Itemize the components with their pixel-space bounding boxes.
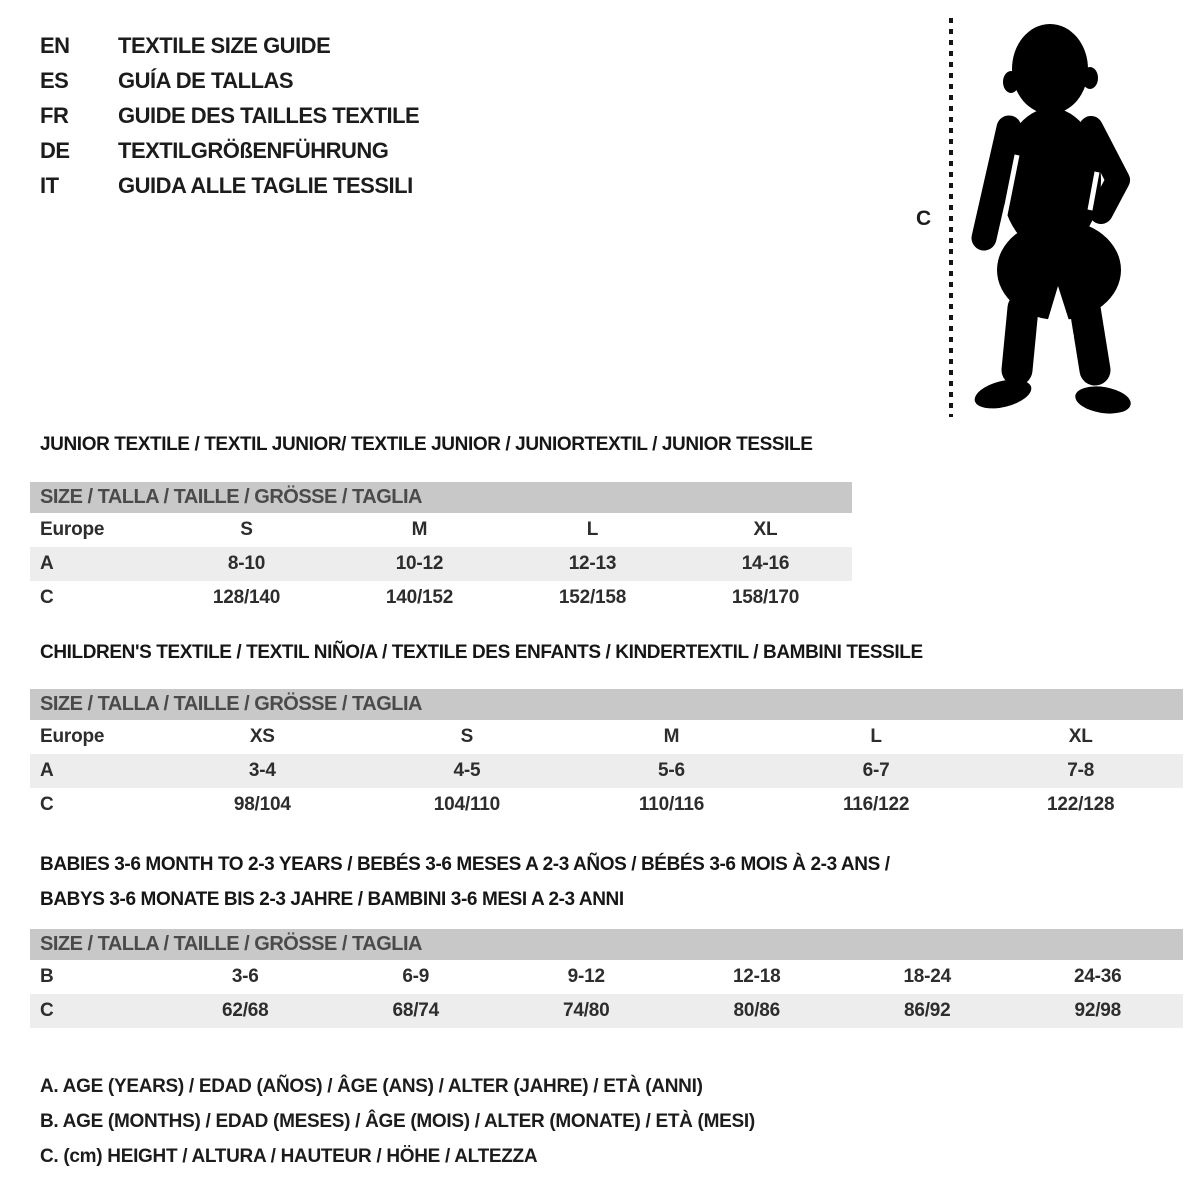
size-header-bar: SIZE / TALLA / TAILLE / GRÖSSE / TAGLIA	[30, 689, 1183, 720]
guide-title: TEXTILE SIZE GUIDE	[118, 32, 331, 58]
junior-section-heading: JUNIOR TEXTILE / TEXTIL JUNIOR/ TEXTILE JUNIOR / JUNIORTEXTIL / JUNIOR TESSILE	[40, 434, 813, 455]
table-cell: 3-4	[248, 760, 276, 781]
table-cell: 10-12	[395, 553, 444, 574]
table-row	[30, 547, 852, 581]
language-row	[40, 28, 419, 63]
table-cell: 18-24	[903, 966, 952, 987]
language-row	[40, 168, 419, 203]
row-label: Europe	[40, 726, 105, 747]
table-cell: 104/110	[433, 794, 500, 815]
table-cell: 9-12	[567, 966, 605, 987]
size-header-bar: SIZE / TALLA / TAILLE / GRÖSSE / TAGLIA	[30, 929, 1183, 960]
legend-line-height-cm: C. (cm) HEIGHT / ALTURA / HAUTEUR / HÖHE / ALTEZZA	[40, 1146, 538, 1167]
table-row	[30, 960, 1183, 994]
language-code: ES	[40, 67, 69, 93]
table-cell: 12-13	[568, 553, 617, 574]
table-cell: 8-10	[227, 553, 266, 574]
babies-heading-line2: BABYS 3-6 MONATE BIS 2-3 JAHRE / BAMBINI 3-6 MESI A 2-3 ANNI	[40, 889, 624, 910]
language-code: FR	[40, 102, 69, 128]
table-cell: M	[663, 726, 680, 747]
guide-title: TEXTILGRÖßENFÜHRUNG	[118, 137, 389, 163]
legend	[40, 1069, 755, 1174]
row-label: C	[40, 1000, 54, 1021]
table-cell: 98/104	[233, 794, 291, 815]
table-cell: 6-9	[402, 966, 430, 987]
babies-section-heading	[40, 847, 890, 917]
table-cell: S	[240, 519, 253, 540]
table-cell: 62/68	[221, 1000, 269, 1021]
height-measure-dashed-line	[949, 18, 953, 417]
language-code: IT	[40, 172, 59, 198]
language-code: EN	[40, 32, 70, 58]
table-cell: 7-8	[1067, 760, 1095, 781]
row-label: B	[40, 966, 54, 987]
guide-title: GUIDA ALLE TAGLIE TESSILI	[118, 172, 413, 198]
row-label: A	[40, 553, 54, 574]
language-row	[40, 98, 419, 133]
table-cell: M	[411, 519, 428, 540]
language-code: DE	[40, 137, 70, 163]
table-cell: 6-7	[862, 760, 890, 781]
table-row	[30, 754, 1183, 788]
table-cell: 116/122	[842, 794, 910, 815]
table-row	[30, 720, 1183, 754]
table-cell: 140/152	[385, 587, 454, 608]
legend-line-age-months: B. AGE (MONTHS) / EDAD (MESES) / ÂGE (MOIS) / ALTER (MONATE) / ETÀ (MESI)	[40, 1111, 755, 1132]
junior-size-table	[30, 482, 852, 615]
babies-size-table	[30, 929, 1183, 1028]
table-cell: L	[586, 519, 599, 540]
children-section-heading: CHILDREN'S TEXTILE / TEXTIL NIÑO/A / TEXTILE DES ENFANTS / KINDERTEXTIL / BAMBINI TESSILE	[40, 642, 923, 663]
table-cell: 128/140	[212, 587, 281, 608]
language-title-list	[40, 28, 419, 203]
toddler-silhouette-icon	[967, 20, 1133, 417]
table-cell: 152/158	[558, 587, 627, 608]
language-row	[40, 133, 419, 168]
table-cell: 110/116	[638, 794, 705, 815]
row-label: Europe	[40, 519, 105, 540]
table-cell: 74/80	[562, 1000, 610, 1021]
table-cell: XL	[753, 519, 778, 540]
row-label: A	[40, 760, 54, 781]
table-cell: 14-16	[741, 553, 790, 574]
row-label: C	[40, 794, 54, 815]
toddler-silhouette	[967, 20, 1133, 417]
table-cell: S	[460, 726, 474, 747]
table-row	[30, 788, 1183, 822]
table-row	[30, 994, 1183, 1028]
guide-title: GUÍA DE TALLAS	[118, 67, 294, 93]
table-row	[30, 513, 852, 547]
table-cell: 86/92	[903, 1000, 951, 1021]
table-cell: 5-6	[658, 760, 685, 781]
table-cell: 92/98	[1074, 1000, 1122, 1021]
height-measure-label: C	[916, 207, 932, 230]
table-cell: 24-36	[1073, 966, 1122, 987]
legend-line-age-years: A. AGE (YEARS) / EDAD (AÑOS) / ÂGE (ANS) / ALTER (JAHRE) / ETÀ (ANNI)	[40, 1076, 703, 1097]
table-cell: XL	[1068, 726, 1093, 747]
children-size-table	[30, 689, 1183, 822]
guide-title: GUIDE DES TAILLES TEXTILE	[118, 102, 420, 128]
row-label: C	[40, 587, 54, 608]
table-cell: 12-18	[732, 966, 781, 987]
table-cell: 68/74	[392, 1000, 440, 1021]
table-cell: XS	[249, 726, 275, 747]
table-cell: 3-6	[231, 966, 259, 987]
language-row	[40, 63, 419, 98]
size-header-bar: SIZE / TALLA / TAILLE / GRÖSSE / TAGLIA	[30, 482, 852, 513]
table-cell: L	[870, 726, 882, 747]
table-cell: 80/86	[733, 1000, 781, 1021]
table-cell: 158/170	[731, 587, 800, 608]
table-cell: 4-5	[453, 760, 481, 781]
babies-heading-line1: BABIES 3-6 MONTH TO 2-3 YEARS / BEBÉS 3-6 MESES A 2-3 AÑOS / BÉBÉS 3-6 MOIS À 2-3 ANS /	[40, 854, 890, 875]
table-row	[30, 581, 852, 615]
table-cell: 122/128	[1047, 794, 1115, 815]
